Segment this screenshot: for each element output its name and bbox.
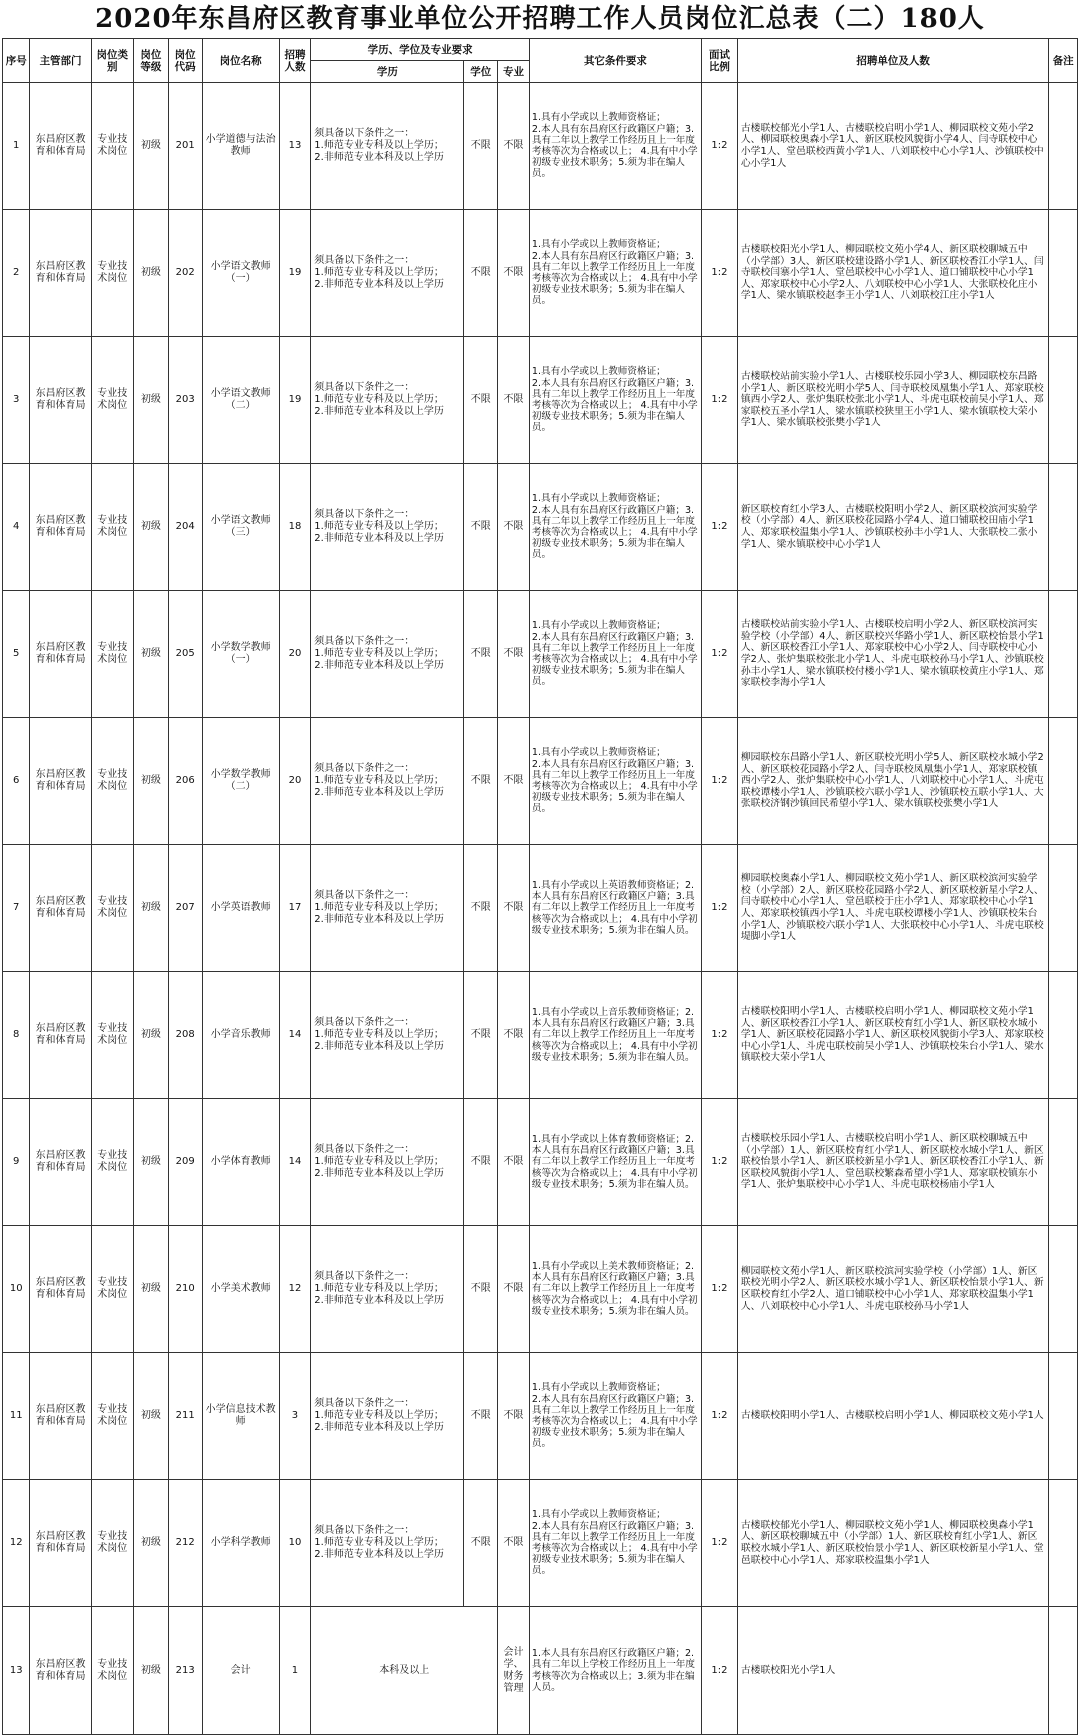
cell-level: 初级 [133,972,168,1099]
cell-post-name: 小学音乐教师 [202,972,279,1099]
cell-seq: 4 [3,464,30,591]
cell-hiring-units: 古楼联校站前实验小学1人、古楼联校乐园小学3人、柳园联校东昌路小学1人、新区联校光明小学5人、闫寺联校凤凰集小学1人、郑家联校镇西小学2人、张炉集联校张北小学1人、斗虎屯联校前吴小学1人、郑家联校五圣小学1人、梁水镇联校狭里王小学1人、梁水镇联校大荣小学1人、梁水镇联校张樊小学1人 [737,337,1049,464]
cell-education: 须具备以下条件之一： 1.师范专业专科及以上学历； 2.非师范专业本科及以上学历 [311,210,464,337]
cell-degree: 不限 [464,210,498,337]
cell-seq: 10 [3,1226,30,1353]
cell-seq: 3 [3,337,30,464]
header-row-1 [3,39,1078,61]
cell-education: 须具备以下条件之一： 1.师范专业专科及以上学历； 2.非师范专业本科及以上学历 [311,718,464,845]
cell-dept: 东昌府区教育和体育局 [30,972,91,1099]
header-units: 招聘单位及人数 [737,39,1049,83]
cell-remark [1049,1607,1078,1735]
cell-major: 不限 [498,464,530,591]
cell-level: 初级 [133,464,168,591]
cell-degree: 不限 [464,1353,498,1480]
cell-remark [1049,845,1078,972]
cell-category: 专业技术岗位 [91,1099,133,1226]
cell-remark [1049,1099,1078,1226]
header-level: 岗位等级 [133,39,168,83]
cell-hiring-units: 古楼联校阳明小学1人、古楼联校启明小学1人、柳园联校文苑小学1人 [737,1353,1049,1480]
table-row [3,337,1078,464]
cell-post-name: 小学信息技术教师 [202,1353,279,1480]
cell-seq: 8 [3,972,30,1099]
header-other: 其它条件要求 [529,39,701,83]
cell-seq: 12 [3,1480,30,1607]
cell-dept: 东昌府区教育和体育局 [30,1353,91,1480]
cell-interview-ratio: 1:2 [702,464,738,591]
recruitment-table [2,38,1078,1735]
cell-education: 须具备以下条件之一： 1.师范专业专科及以上学历； 2.非师范专业本科及以上学历 [311,1353,464,1480]
cell-hiring-units: 古楼联校阳光小学1人 [737,1607,1049,1735]
cell-level: 初级 [133,1480,168,1607]
header-dept: 主管部门 [30,39,91,83]
header-edu-group: 学历、学位及专业要求 [311,39,530,61]
cell-degree: 不限 [464,972,498,1099]
cell-degree: 不限 [464,337,498,464]
cell-category: 专业技术岗位 [91,972,133,1099]
cell-dept: 东昌府区教育和体育局 [30,83,91,210]
cell-remark [1049,1353,1078,1480]
cell-education: 须具备以下条件之一： 1.师范专业专科及以上学历； 2.非师范专业本科及以上学历 [311,1226,464,1353]
cell-major: 不限 [498,210,530,337]
cell-dept: 东昌府区教育和体育局 [30,1226,91,1353]
cell-category: 专业技术岗位 [91,845,133,972]
cell-education: 须具备以下条件之一： 1.师范专业专科及以上学历； 2.非师范专业本科及以上学历 [311,1480,464,1607]
cell-post-name: 小学语文教师（一） [202,210,279,337]
cell-hiring-units: 古楼联校乐园小学1人、古楼联校启明小学1人、新区联校聊城五中（小学部）1人、新区联校育红小学1人、新区联校水城小学1人、新区联校怡景小学1人、新区联校新星小学1人、新区联校香江小学1人、新区联校风貌街小学1人、堂邑联校繁森希望小学1人、郑家联校镇东小学1人、张炉集联校中心小学1人、斗虎屯联校杨庙小学1人 [737,1099,1049,1226]
cell-code: 201 [168,83,202,210]
cell-post-name: 小学语文教师（二） [202,337,279,464]
cell-post-name: 小学科学教师 [202,1480,279,1607]
header-category: 岗位类别 [91,39,133,83]
cell-other-requirements: 1.具有小学或以上英语教师资格证；2.本人具有东昌府区行政籍区户籍；3.具有二年以上教学工作经历且上一年度考核等次为合格或以上； 4.具有中小学初级专业技术职务；5.须为非在编人员。 [529,845,701,972]
table-row [3,83,1078,210]
cell-other-requirements: 1.具有小学或以上教师资格证； 2.本人具有东昌府区行政籍区户籍；3.具有二年以上教学工作经历且上一年度考核等次为合格或以上； 4.具有中小学初级专业技术职务；5.须为非在编人员。 [529,591,701,718]
cell-interview-ratio: 1:2 [702,718,738,845]
cell-post-name: 小学体育教师 [202,1099,279,1226]
cell-other-requirements: 1.具有小学或以上教师资格证； 2.本人具有东昌府区行政籍区户籍；3.具有二年以上教学工作经历且上一年度考核等次为合格或以上； 4.具有中小学初级专业技术职务；5.须为非在编人员。 [529,464,701,591]
header-seq: 序号 [3,39,30,83]
cell-count: 10 [279,1480,311,1607]
cell-category: 专业技术岗位 [91,464,133,591]
cell-hiring-units: 古楼联校站前实验小学1人、古楼联校启明小学2人、新区联校滨河实验学校（小学部）4人、新区联校兴华路小学1人、新区联校怡景小学1人、新区联校香江小学1人、郑家联校中心小学2人、闫寺联校中心小学2人、张炉集联校张北小学1人、斗虎屯联校孙马小学1人、沙镇联校孙丰小学1人、梁水镇联校付楼小学1人、梁水镇联校黄庄小学1人、郑家联校李海小学1人 [737,591,1049,718]
cell-major: 不限 [498,1480,530,1607]
cell-degree: 不限 [464,718,498,845]
cell-seq: 5 [3,591,30,718]
cell-count: 19 [279,210,311,337]
cell-seq: 9 [3,1099,30,1226]
cell-level: 初级 [133,1353,168,1480]
cell-level: 初级 [133,1226,168,1353]
table-row [3,210,1078,337]
cell-major: 会计学、财务管理 [498,1607,530,1735]
cell-level: 初级 [133,337,168,464]
cell-degree: 不限 [464,83,498,210]
cell-level: 初级 [133,83,168,210]
cell-count: 12 [279,1226,311,1353]
cell-remark [1049,337,1078,464]
cell-count: 3 [279,1353,311,1480]
page-title: 2020年东昌府区教育事业单位公开招聘工作人员岗位汇总表（二）180人 [95,4,985,34]
cell-post-name: 小学语文教师（三） [202,464,279,591]
cell-remark [1049,1226,1078,1353]
cell-remark [1049,464,1078,591]
table-row [3,1353,1078,1480]
cell-post-name: 小学道德与法治教师 [202,83,279,210]
cell-remark [1049,718,1078,845]
cell-count: 17 [279,845,311,972]
cell-dept: 东昌府区教育和体育局 [30,845,91,972]
header-name: 岗位名称 [202,39,279,83]
table-row [3,1607,1078,1735]
cell-dept: 东昌府区教育和体育局 [30,1099,91,1226]
cell-degree: 不限 [464,1099,498,1226]
cell-major: 不限 [498,1226,530,1353]
cell-education: 须具备以下条件之一： 1.师范专业专科及以上学历； 2.非师范专业本科及以上学历 [311,845,464,972]
cell-post-name: 会计 [202,1607,279,1735]
cell-interview-ratio: 1:2 [702,591,738,718]
table-row [3,1226,1078,1353]
cell-hiring-units: 古楼联校阳明小学1人、古楼联校启明小学1人、柳园联校文苑小学1人、新区联校香江小学1人、新区联校育红小学1人、新区联校水城小学1人、新区联校花园路小学1人、新区联校风貌街小学3人、郑家联校中心小学1人、斗虎屯联校前吴小学1人、沙镇联校朱台小学1人、梁水镇联校大荣小学1人 [737,972,1049,1099]
cell-interview-ratio: 1:2 [702,1480,738,1607]
cell-education: 须具备以下条件之一： 1.师范专业专科及以上学历； 2.非师范专业本科及以上学历 [311,1099,464,1226]
cell-other-requirements: 1.具有小学或以上教师资格证； 2.本人具有东昌府区行政籍区户籍；3.具有二年以上教学工作经历且上一年度考核等次为合格或以上； 4.具有中小学初级专业技术职务；5.须为非在编人员。 [529,1353,701,1480]
cell-code: 202 [168,210,202,337]
cell-other-requirements: 1.本人具有东昌府区行政籍区户籍；2.具有二年以上学校工作经历且上一年度考核等次为合格或以上；3.须为非在编人员。 [529,1607,701,1735]
table-row [3,1099,1078,1226]
cell-code: 204 [168,464,202,591]
cell-count: 14 [279,972,311,1099]
cell-interview-ratio: 1:2 [702,845,738,972]
cell-post-name: 小学美术教师 [202,1226,279,1353]
cell-count: 20 [279,591,311,718]
cell-seq: 13 [3,1607,30,1735]
cell-education: 须具备以下条件之一： 1.师范专业专科及以上学历； 2.非师范专业本科及以上学历 [311,464,464,591]
header-code: 岗位代码 [168,39,202,83]
cell-major: 不限 [498,591,530,718]
cell-post-name: 小学英语教师 [202,845,279,972]
cell-category: 专业技术岗位 [91,1226,133,1353]
cell-level: 初级 [133,210,168,337]
cell-category: 专业技术岗位 [91,83,133,210]
cell-hiring-units: 古楼联校郁光小学1人、柳园联校文苑小学1人、柳园联校奥森小学1人、新区联校聊城五中（小学部）1人、新区联校育红小学1人、新区联校水城小学1人、新区联校怡景小学1人、新区联校新星小学1人、堂邑联校中心小学1人、郑家联校温集小学1人 [737,1480,1049,1607]
cell-interview-ratio: 1:2 [702,210,738,337]
cell-category: 专业技术岗位 [91,591,133,718]
cell-major: 不限 [498,972,530,1099]
cell-post-name: 小学数学教师（一） [202,591,279,718]
table-row [3,718,1078,845]
cell-education: 本科及以上 [311,1607,498,1735]
table-row [3,972,1078,1099]
cell-dept: 东昌府区教育和体育局 [30,591,91,718]
cell-seq: 11 [3,1353,30,1480]
table-row [3,464,1078,591]
cell-remark [1049,591,1078,718]
cell-degree: 不限 [464,464,498,591]
cell-degree: 不限 [464,845,498,972]
header-ratio: 面试比例 [702,39,738,83]
cell-remark [1049,83,1078,210]
cell-interview-ratio: 1:2 [702,83,738,210]
cell-degree: 不限 [464,1226,498,1353]
cell-education: 须具备以下条件之一： 1.师范专业专科及以上学历； 2.非师范专业本科及以上学历 [311,337,464,464]
cell-hiring-units: 新区联校育红小学3人、古楼联校阳明小学2人、新区联校滨河实验学校（小学部）4人、新区联校花园路小学4人、道口铺联校田庙小学1人、郑家联校温集小学1人、沙镇联校孙丰小学1人、大张联校二张小学1人、梁水镇联校中心小学1人 [737,464,1049,591]
cell-education: 须具备以下条件之一： 1.师范专业专科及以上学历； 2.非师范专业本科及以上学历 [311,972,464,1099]
cell-other-requirements: 1.具有小学或以上教师资格证； 2.本人具有东昌府区行政籍区户籍；3.具有二年以上教学工作经历且上一年度考核等次为合格或以上； 4.具有中小学初级专业技术职务；5.须为非在编人员。 [529,83,701,210]
cell-category: 专业技术岗位 [91,718,133,845]
cell-major: 不限 [498,1353,530,1480]
header-degree: 学位 [464,61,498,83]
table-row [3,591,1078,718]
cell-hiring-units: 古楼联校阳光小学1人、柳园联校文苑小学4人、新区联校聊城五中（小学部）3人、新区联校建设路小学1人、新区联校香江小学1人、闫寺联校闫寨小学1人、堂邑联校中心小学1人、道口铺联校中心小学1人、郑家联校中心小学2人、八刘联校中心小学1人、大张联校化庄小学1人、梁水镇联校赵李王小学1人、八刘联校江庄小学1人 [737,210,1049,337]
header-remark: 备注 [1049,39,1078,83]
cell-count: 13 [279,83,311,210]
cell-degree: 不限 [464,1480,498,1607]
cell-other-requirements: 1.具有小学或以上教师资格证； 2.本人具有东昌府区行政籍区户籍；3.具有二年以上教学工作经历且上一年度考核等次为合格或以上； 4.具有中小学初级专业技术职务；5.须为非在编人员。 [529,210,701,337]
cell-count: 1 [279,1607,311,1735]
cell-major: 不限 [498,83,530,210]
cell-code: 211 [168,1353,202,1480]
cell-hiring-units: 柳园联校奥森小学1人、柳园联校文苑小学1人、新区联校滨河实验学校（小学部）2人、新区联校花园路小学2人、新区联校新星小学2人、闫寺联校中心小学1人、堂邑联校于庄小学1人、郑家联校中心小学1人、郑家联校镇西小学1人、斗虎屯联校谭楼小学1人、沙镇联校朱台小学1人、沙镇联校六联小学1人、大张联校中心小学1人、斗虎屯联校堤脚小学1人 [737,845,1049,972]
cell-hiring-units: 柳园联校文苑小学1人、新区联校滨河实验学校（小学部）1人、新区联校光明小学2人、新区联校水城小学1人、新区联校怡景小学1人、新区联校育红小学2人、道口铺联校中心小学1人、郑家联校温集小学1人、八刘联校中心小学1人、斗虎屯联校孙马小学1人 [737,1226,1049,1353]
cell-code: 213 [168,1607,202,1735]
cell-major: 不限 [498,718,530,845]
cell-code: 208 [168,972,202,1099]
cell-interview-ratio: 1:2 [702,337,738,464]
cell-level: 初级 [133,1099,168,1226]
cell-interview-ratio: 1:2 [702,972,738,1099]
cell-interview-ratio: 1:2 [702,1099,738,1226]
cell-hiring-units: 柳园联校东昌路小学1人、新区联校光明小学5人、新区联校水城小学2人、新区联校花园路小学2人、闫寺联校凤凰集小学1人、郑家联校镇西小学2人、张炉集联校中心小学1人、八刘联校中心小学1人、斗虎屯联校谭楼小学1人、沙镇联校六联小学1人、沙镇联校五联小学1人、大张联校济钢沙镇回民希望小学1人、梁水镇联校张樊小学1人 [737,718,1049,845]
cell-code: 206 [168,718,202,845]
cell-seq: 1 [3,83,30,210]
cell-other-requirements: 1.具有小学或以上教师资格证； 2.本人具有东昌府区行政籍区户籍；3.具有二年以上教学工作经历且上一年度考核等次为合格或以上； 4.具有中小学初级专业技术职务；5.须为非在编人员。 [529,718,701,845]
cell-dept: 东昌府区教育和体育局 [30,718,91,845]
cell-dept: 东昌府区教育和体育局 [30,1480,91,1607]
cell-level: 初级 [133,1607,168,1735]
cell-major: 不限 [498,845,530,972]
cell-degree: 不限 [464,591,498,718]
cell-category: 专业技术岗位 [91,1607,133,1735]
cell-count: 14 [279,1099,311,1226]
cell-level: 初级 [133,718,168,845]
cell-code: 207 [168,845,202,972]
cell-code: 209 [168,1099,202,1226]
cell-dept: 东昌府区教育和体育局 [30,1607,91,1735]
cell-code: 212 [168,1480,202,1607]
cell-other-requirements: 1.具有小学或以上体育教师资格证；2.本人具有东昌府区行政籍区户籍；3.具有二年以上教学工作经历且上一年度考核等次为合格或以上； 4.具有中小学初级专业技术职务；5.须为非在编人员。 [529,1099,701,1226]
header-count: 招聘人数 [279,39,311,83]
cell-count: 20 [279,718,311,845]
cell-major: 不限 [498,337,530,464]
cell-other-requirements: 1.具有小学或以上音乐教师资格证；2.本人具有东昌府区行政籍区户籍；3.具有二年以上教学工作经历且上一年度考核等次为合格或以上； 4.具有中小学初级专业技术职务；5.须为非在编人员。 [529,972,701,1099]
cell-code: 210 [168,1226,202,1353]
cell-interview-ratio: 1:2 [702,1226,738,1353]
cell-remark [1049,972,1078,1099]
cell-other-requirements: 1.具有小学或以上教师资格证； 2.本人具有东昌府区行政籍区户籍；3.具有二年以上教学工作经历且上一年度考核等次为合格或以上； 4.具有中小学初级专业技术职务；5.须为非在编人员。 [529,337,701,464]
table-body [3,83,1078,1735]
cell-education: 须具备以下条件之一： 1.师范专业专科及以上学历； 2.非师范专业本科及以上学历 [311,83,464,210]
cell-dept: 东昌府区教育和体育局 [30,464,91,591]
cell-category: 专业技术岗位 [91,1353,133,1480]
cell-interview-ratio: 1:2 [702,1353,738,1480]
cell-interview-ratio: 1:2 [702,1607,738,1735]
cell-dept: 东昌府区教育和体育局 [30,210,91,337]
cell-code: 203 [168,337,202,464]
cell-hiring-units: 古楼联校郁光小学1人、古楼联校启明小学1人、柳园联校文苑小学2人、柳园联校奥森小学1人、新区联校风貌街小学4人、闫寺联校中心小学1人、堂邑联校西黄小学1人、八刘联校中心小学1人、沙镇联校中心小学1人 [737,83,1049,210]
cell-remark [1049,1480,1078,1607]
header-edu: 学历 [311,61,464,83]
cell-major: 不限 [498,1099,530,1226]
cell-count: 19 [279,337,311,464]
cell-education: 须具备以下条件之一： 1.师范专业专科及以上学历； 2.非师范专业本科及以上学历 [311,591,464,718]
cell-other-requirements: 1.具有小学或以上美术教师资格证；2.本人具有东昌府区行政籍区户籍；3.具有二年以上教学工作经历且上一年度考核等次为合格或以上； 4.具有中小学初级专业技术职务；5.须为非在编人员。 [529,1226,701,1353]
cell-count: 18 [279,464,311,591]
cell-seq: 7 [3,845,30,972]
cell-code: 205 [168,591,202,718]
cell-seq: 6 [3,718,30,845]
header-major: 专业 [498,61,530,83]
cell-seq: 2 [3,210,30,337]
table-row [3,845,1078,972]
cell-category: 专业技术岗位 [91,210,133,337]
cell-category: 专业技术岗位 [91,337,133,464]
cell-dept: 东昌府区教育和体育局 [30,337,91,464]
cell-other-requirements: 1.具有小学或以上教师资格证； 2.本人具有东昌府区行政籍区户籍；3.具有二年以上教学工作经历且上一年度考核等次为合格或以上； 4.具有中小学初级专业技术职务；5.须为非在编人员。 [529,1480,701,1607]
cell-category: 专业技术岗位 [91,1480,133,1607]
cell-post-name: 小学数学教师（二） [202,718,279,845]
table-row [3,1480,1078,1607]
cell-level: 初级 [133,845,168,972]
cell-remark [1049,210,1078,337]
cell-level: 初级 [133,591,168,718]
